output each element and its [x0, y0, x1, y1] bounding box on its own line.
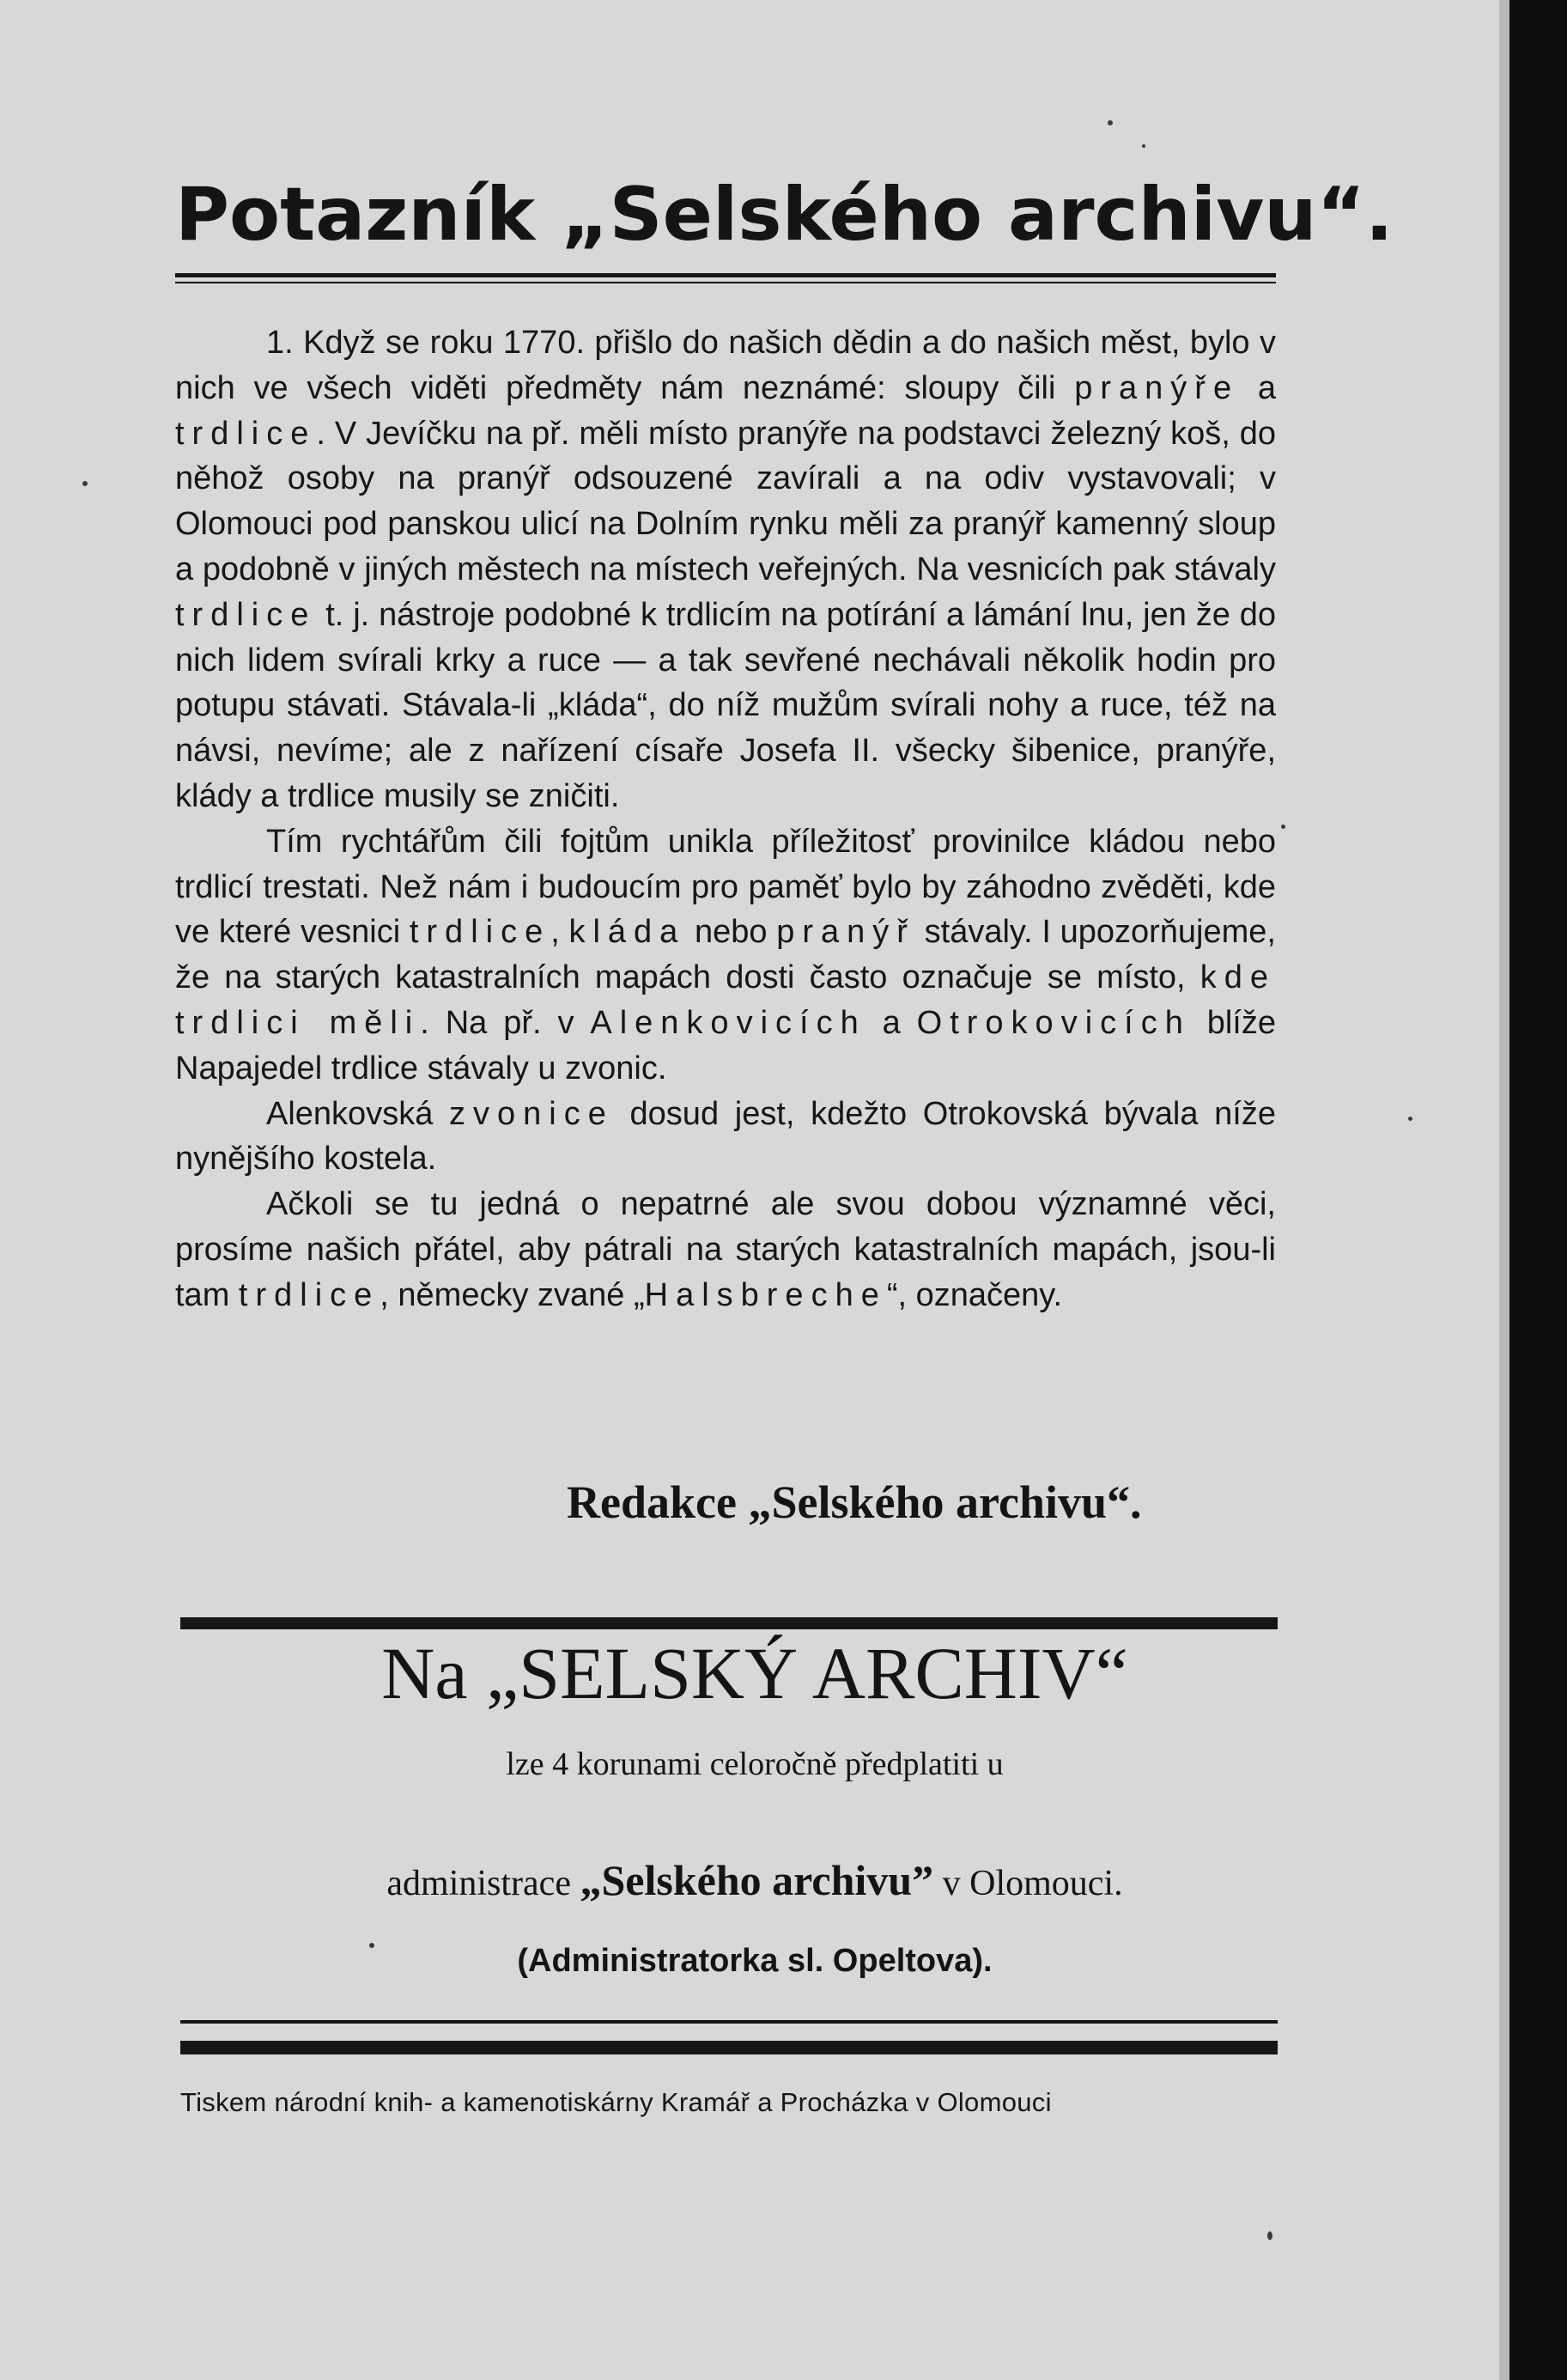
book-binding [1509, 0, 1567, 2380]
print-speck [1408, 1117, 1412, 1121]
emphasized-word: kde trdlici měli [175, 959, 1276, 1041]
emphasized-word: trdlice [175, 415, 317, 452]
editorial-signature: Redakce „Selského archivu“. [567, 1476, 1142, 1528]
article-paragraph [175, 1182, 1276, 1318]
footer-rule-thin [180, 2020, 1278, 2024]
title-underline-thin [175, 282, 1276, 283]
emphasized-word: zvonice [449, 1095, 614, 1132]
paragraph-text: Alenkovská [266, 1095, 450, 1132]
paragraph-text: nebo [685, 914, 777, 951]
article-title: Potazník „Selského archivu“. [175, 172, 1394, 258]
paragraph-text: a [865, 1004, 917, 1041]
print-speck [369, 1943, 374, 1948]
article-paragraph [175, 320, 1276, 819]
printer-imprint: Tiskem národní knih- a kamenotiskárny Kramář a Procházka v Olomouci [180, 2087, 1052, 2117]
emphasized-word: Alenkovicích [590, 1004, 866, 1041]
article-body [175, 320, 1276, 1318]
paragraph-text: 1. Když se roku 1770. přišlo do našich dědin a do našich měst, bylo v nich ve všech viděti předměty nám neznámé: sloupy čili [175, 325, 1276, 406]
title-underline [175, 273, 1276, 277]
page-edge [1499, 0, 1509, 2380]
subscription-heading: Na „SELSKÝ ARCHIV“ [381, 1632, 1128, 1714]
paragraph-text: blíže Napajedel trdlice stávaly u zvonic. [175, 1004, 1277, 1087]
emphasized-word: trdlice [175, 596, 317, 633]
emphasized-word: trdlice [409, 914, 551, 951]
address-prefix: administrace [386, 1864, 571, 1903]
paragraph-text: . V Jevíčku na př. měli místo pranýře na podstavci železný koš, do něhož osoby na pranýř odsouzené zavírali a na odiv vystavovali; v Olomouci pod panskou ulicí na Dolním rynku měli za pranýř kamenný sloup a podobně v jiných městech na místech veřejných. Na vesnicích pak stávaly [175, 415, 1276, 587]
publication-name: „Selského archivu” [580, 1856, 934, 1904]
paragraph-text: t. j. nástroje podobné k trdlicím na potírání a lámání lnu, jen že do nich lidem svírali krky a ruce — a tak sevřené nechávali několik hodin pro potupu stávati. Stávala-li „kláda“, do níž mužům svírali nohy a ruce, též na návsi, nevíme; ale z nařízení císaře Josefa II. všecky šibenice, pranýře, klády a trdlice musily se zničiti. [175, 596, 1276, 814]
emphasized-word: Otrokovicích [916, 1004, 1191, 1041]
emphasized-word: trdlice [238, 1276, 380, 1313]
paragraph-text: , německy zvané „ [380, 1276, 645, 1313]
administrator-note: (Administratorka sl. Opeltova). [517, 1943, 993, 1979]
paragraph-text: Tím rychtářům čili fojtům unikla příležitosť provinilce kládou nebo trdlicí trestati. Než nám i budoucím pro paměť bylo by záhodno zvěděti, kde ve které vesnici [175, 823, 1276, 951]
section-divider [180, 1617, 1278, 1629]
print-speck [1142, 144, 1145, 148]
print-speck [1281, 825, 1285, 829]
paragraph-text: dosud jest, kdežto Otrokovská bývala níže nynějšího kostela. [175, 1095, 1276, 1178]
address-suffix: v Olomouci. [942, 1864, 1123, 1903]
print-speck [82, 481, 88, 486]
paragraph-text: Ačkoli se tu jedná o nepatrné ale svou dobou významné věci, prosíme našich přátel, aby pátrali na starých katastralních mapách, jsou-li tam [175, 1186, 1276, 1313]
emphasized-word: pranýř [776, 914, 915, 951]
paragraph-text: stávaly. I upozorňujeme, že na starých katastralních mapách dosti často označuje se místo, [175, 914, 1276, 996]
paragraph-text: . Na př. v [420, 1004, 591, 1041]
emphasized-word: kláda [568, 914, 686, 951]
emphasized-word: Halsbreche [644, 1276, 887, 1313]
subscription-address [0, 1855, 1509, 1905]
paragraph-text: a [1239, 369, 1276, 406]
print-speck [1108, 120, 1113, 125]
print-speck [1267, 2231, 1272, 2240]
article-paragraph [175, 819, 1276, 1092]
paragraph-text: “, označeny. [886, 1276, 1063, 1313]
emphasized-word: pranýře [1074, 369, 1240, 406]
footer-rule-thick [180, 2041, 1278, 2054]
paragraph-text: , [550, 914, 569, 951]
subscription-price: lze 4 korunami celoročně předplatiti u [506, 1746, 1004, 1782]
article-paragraph [175, 1092, 1276, 1183]
